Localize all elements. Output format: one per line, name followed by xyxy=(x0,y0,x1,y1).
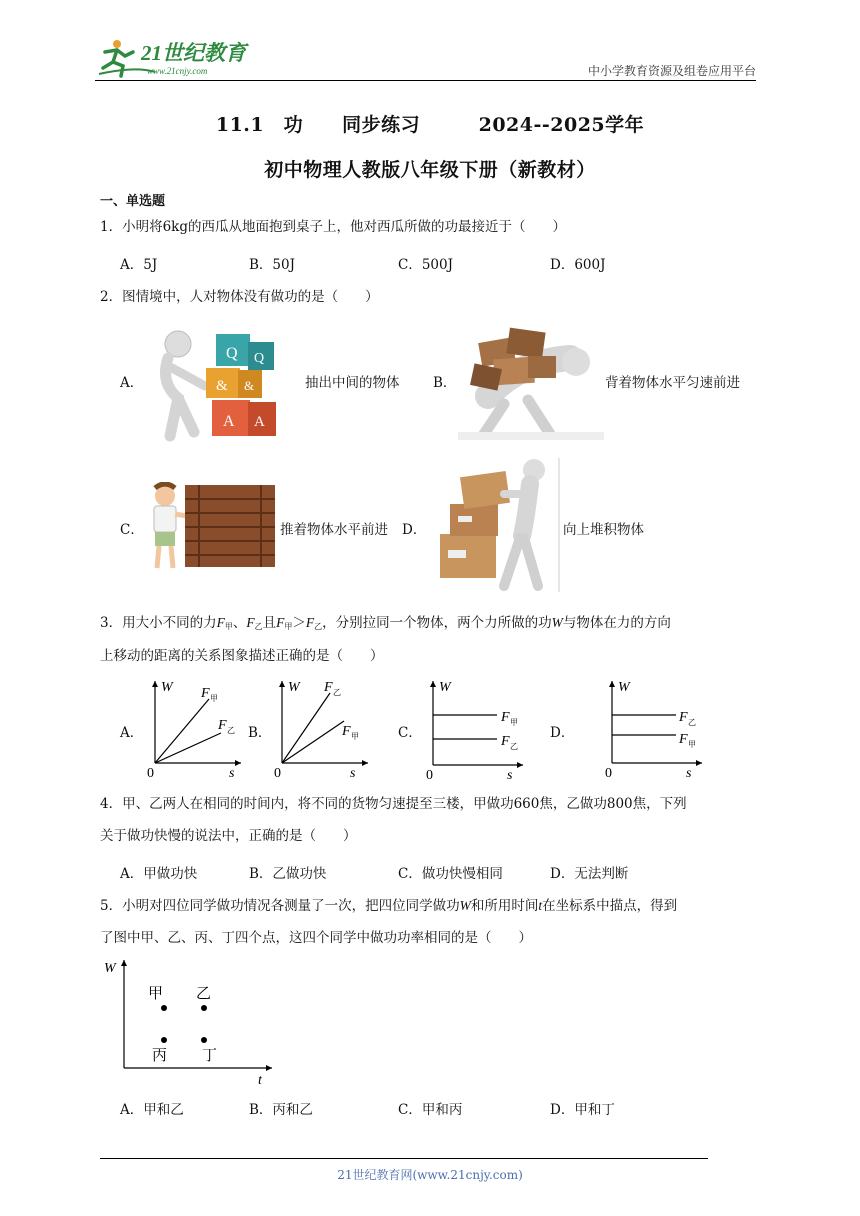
q4-stem-line2: 关于做功快慢的说法中，正确的是（ ） xyxy=(100,828,357,844)
q4-stem-line1: 4．甲、乙两人在相同的时间内，将不同的货物匀速提至三楼，甲做功660焦，乙做功800焦，下列 xyxy=(100,796,687,812)
q5-option-a[interactable]: A．甲和乙 xyxy=(120,1102,184,1118)
svg-text:s: s xyxy=(350,766,356,779)
q2-option-b[interactable]: B． xyxy=(433,375,457,391)
q5-option-d[interactable]: D．甲和丁 xyxy=(550,1102,615,1118)
svg-text:乙: 乙 xyxy=(196,986,212,1002)
q2-image-b xyxy=(458,322,604,444)
svg-text:W: W xyxy=(104,961,116,976)
svg-text:丙: 丙 xyxy=(152,1048,168,1064)
q2-caption-a: 抽出中间的物体 xyxy=(305,375,400,391)
q4-option-b[interactable]: B．乙做功快 xyxy=(249,866,327,882)
footer-link[interactable]: 21世纪教育网(www.21cnjy.com) xyxy=(337,1168,523,1182)
svg-text:Q: Q xyxy=(254,351,265,366)
q5-stem-line1: 5．小明对四位同学做功情况各测量了一次，把四位同学做功W和所用时间t在坐标系中描点，得到 xyxy=(100,898,678,914)
q2-caption-c: 推着物体水平前进 xyxy=(280,522,388,538)
svg-text:F: F xyxy=(501,710,510,725)
svg-text:甲: 甲 xyxy=(688,740,696,749)
q3-option-a[interactable]: A． xyxy=(120,725,144,741)
logo-text: 21世纪教育 xyxy=(141,41,246,65)
svg-text:F: F xyxy=(501,734,510,749)
svg-text:s: s xyxy=(686,766,692,781)
svg-text:F: F xyxy=(342,724,351,739)
section-heading: 一、单选题 xyxy=(100,194,166,209)
svg-text:W: W xyxy=(439,680,451,695)
page-subtitle: 初中物理人教版八年级下册（新教材） xyxy=(264,159,596,181)
q5-graph xyxy=(100,956,280,1090)
svg-text:甲: 甲 xyxy=(351,732,359,741)
svg-text:A: A xyxy=(223,413,235,430)
q3-option-c[interactable]: C． xyxy=(398,725,422,741)
q3-option-b[interactable]: B． xyxy=(248,725,272,741)
q3-graph-c xyxy=(423,677,533,785)
point-ding xyxy=(201,1037,207,1043)
svg-text:t: t xyxy=(258,1073,262,1086)
q1-option-a[interactable]: A．5J xyxy=(120,257,158,273)
q4-option-c[interactable]: C．做功快慢相同 xyxy=(398,866,503,882)
q4-option-d[interactable]: D．无法判断 xyxy=(550,866,629,882)
svg-text:乙: 乙 xyxy=(510,742,518,751)
point-jia xyxy=(161,1005,167,1011)
logo xyxy=(95,36,255,80)
q1-option-d[interactable]: D．600J xyxy=(550,257,606,273)
point-bing xyxy=(161,1037,167,1043)
svg-text:s: s xyxy=(507,768,513,781)
q2-stem: 2．图情境中，人对物体没有做功的是（ ） xyxy=(100,289,379,305)
q2-caption-b: 背着物体水平匀速前进 xyxy=(605,375,740,391)
svg-text:甲: 甲 xyxy=(210,694,218,703)
q2-option-a[interactable]: A． xyxy=(120,375,144,391)
logo-url: www.21cnjy.com xyxy=(147,66,208,76)
svg-text:乙: 乙 xyxy=(227,726,235,735)
page-title: 11.1 功 同步练习 2024--2025学年 xyxy=(215,114,645,136)
svg-text:&: & xyxy=(244,378,255,393)
q3-option-d[interactable]: D． xyxy=(550,725,575,741)
svg-text:0: 0 xyxy=(605,766,612,781)
svg-text:甲: 甲 xyxy=(148,986,164,1002)
q2-option-d[interactable]: D． xyxy=(402,522,427,538)
svg-text:甲: 甲 xyxy=(510,718,518,727)
q3-stem-line1: 3．用大小不同的力$F_甲$、$F_乙$且$F_甲>F_乙$，分别拉同一个物体，两个力所做的功W与物体在力的方向 xyxy=(100,615,671,631)
svg-text:F: F xyxy=(218,718,227,733)
svg-text:W: W xyxy=(161,680,173,695)
svg-text:W: W xyxy=(618,680,630,695)
footer-divider xyxy=(100,1158,708,1159)
svg-text:W: W xyxy=(288,680,300,695)
q4-option-a[interactable]: A．甲做功快 xyxy=(120,866,198,882)
svg-text:s: s xyxy=(229,766,235,779)
q2-image-d xyxy=(434,458,560,596)
q2-caption-d: 向上堆积物体 xyxy=(563,522,644,538)
q1-stem: 1．小明将6kg的西瓜从地面抱到桌子上，他对西瓜所做的功最接近于（ ） xyxy=(100,219,566,235)
svg-text:乙: 乙 xyxy=(333,688,341,697)
q2-image-a xyxy=(150,328,295,448)
svg-text:0: 0 xyxy=(274,766,281,779)
svg-text:F: F xyxy=(201,686,210,701)
q3-graph-d xyxy=(602,677,712,785)
q3-graph-b xyxy=(272,677,372,783)
q3-graph-a xyxy=(145,677,245,783)
svg-text:A: A xyxy=(254,414,265,430)
q2-option-c[interactable]: C． xyxy=(120,522,144,538)
q2-image-c xyxy=(145,482,277,574)
q5-stem-line2: 了图中甲、乙、丙、丁四个点，这四个同学中做功功率相同的是（ ） xyxy=(100,930,532,946)
q5-option-c[interactable]: C．甲和丙 xyxy=(398,1102,463,1118)
svg-text:F: F xyxy=(324,680,333,695)
point-yi xyxy=(201,1005,207,1011)
platform-name: 中小学教育资源及组卷应用平台 xyxy=(587,64,756,78)
svg-text:0: 0 xyxy=(426,768,433,781)
q3-stem-line2: 上移动的距离的关系图象描述正确的是（ ） xyxy=(100,648,384,664)
svg-text:&: & xyxy=(216,378,228,394)
svg-text:0: 0 xyxy=(147,766,154,779)
svg-text:F: F xyxy=(679,710,688,725)
svg-text:乙: 乙 xyxy=(688,718,696,727)
svg-text:Q: Q xyxy=(226,345,238,362)
svg-text:丁: 丁 xyxy=(202,1048,218,1064)
q1-option-c[interactable]: C．500J xyxy=(398,257,454,273)
q5-option-b[interactable]: B．丙和乙 xyxy=(249,1102,313,1118)
header-divider xyxy=(95,80,756,81)
q1-option-b[interactable]: B．50J xyxy=(249,257,296,273)
svg-text:F: F xyxy=(679,732,688,747)
